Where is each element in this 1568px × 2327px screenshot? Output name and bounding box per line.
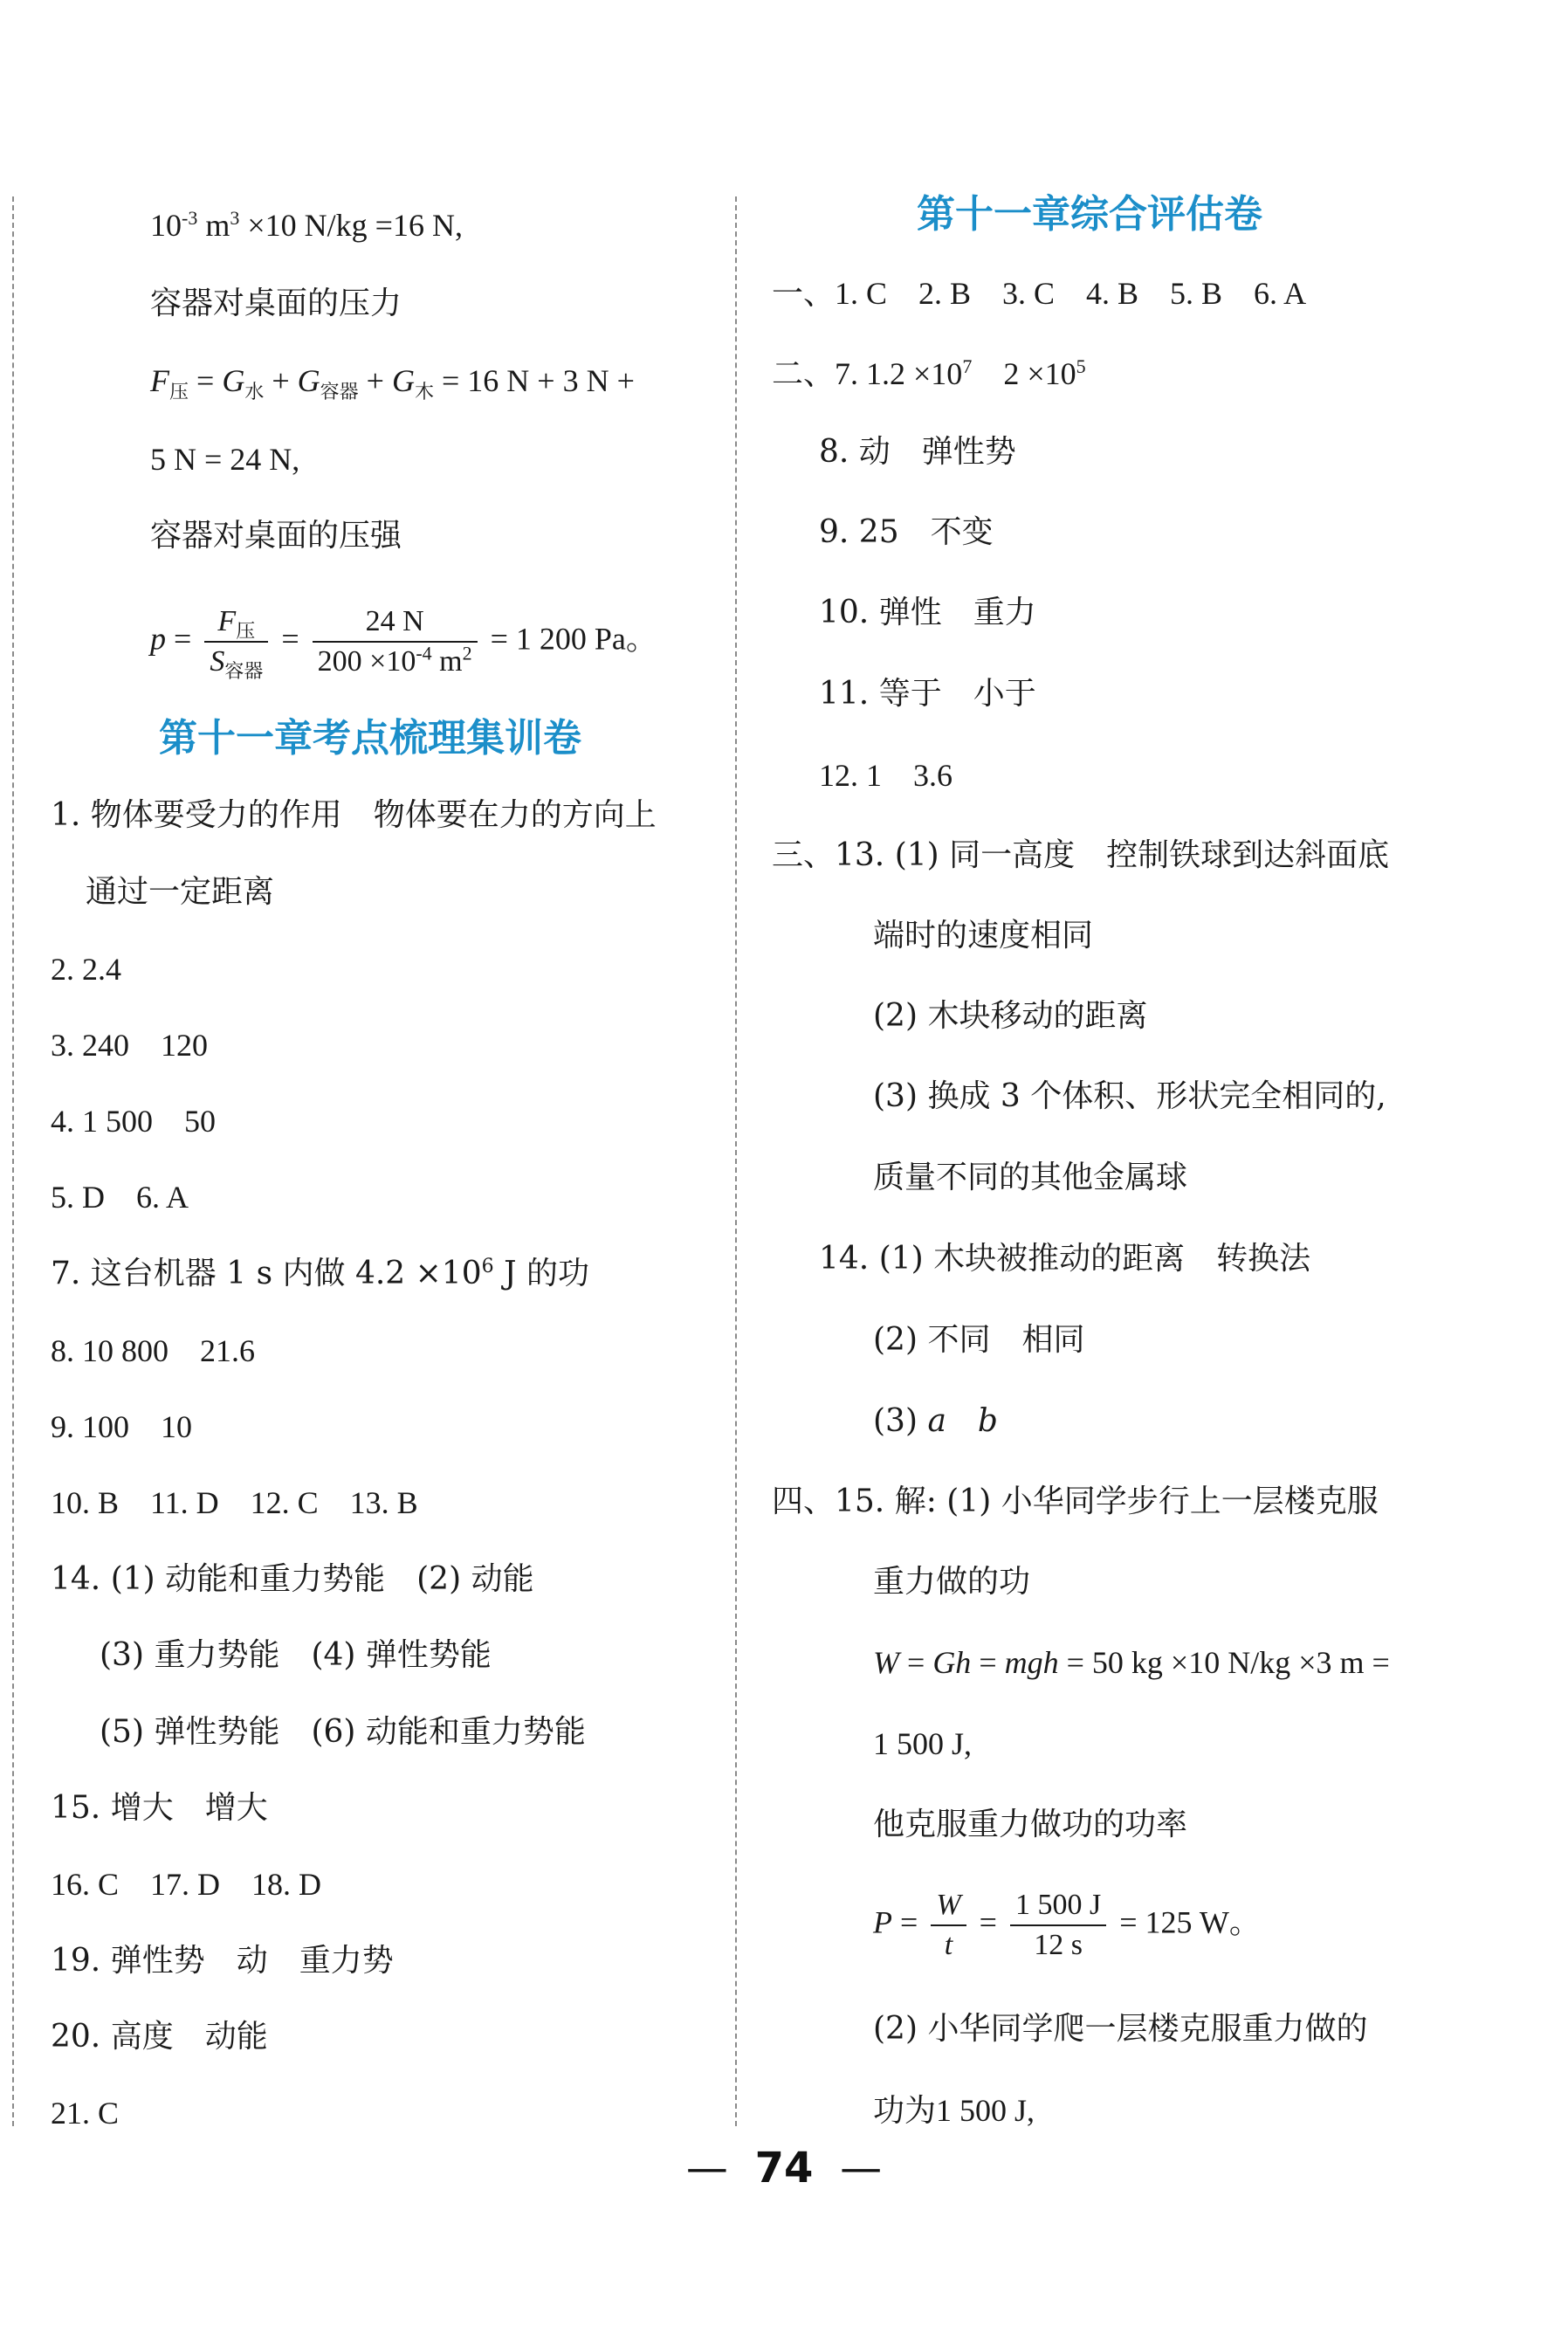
left-line-4: 5 N = 24 N, [150, 442, 300, 477]
right-line-7: 12. 1 3.6 [819, 758, 953, 793]
left-item-15: 15. 增大 增大 [51, 1790, 268, 1826]
left-item-20: 20. 高度 动能 [51, 2019, 268, 2055]
left-item-10: 10. B 11. D 12. C 13. B [51, 1485, 418, 1520]
power-result: = 125 W。 [1119, 1904, 1261, 1940]
right-line-14: (2) 不同 相同 [873, 1322, 1085, 1358]
right-line-13: 14. (1) 木块被推动的距离 转换法 [819, 1241, 1311, 1277]
left-item-14: 14. (1) 动能和重力势能 (2) 动能 [51, 1561, 534, 1597]
left-item-14-c: (5) 弹性势能 (6) 动能和重力势能 [100, 1714, 586, 1750]
left-item-19: 19. 弹性势 动 重力势 [51, 1943, 394, 1979]
left-item-21: 21. C [51, 2096, 120, 2131]
formula-result: = 1 200 Pa。 [490, 621, 657, 657]
left-item-1-cont: 通过一定距离 [86, 874, 275, 910]
left-item-8: 8. 10 800 21.6 [51, 1333, 256, 1368]
left-item-9: 9. 100 10 [51, 1409, 193, 1444]
right-line-10: (2) 木块移动的距离 [873, 998, 1148, 1034]
left-item-14-b: (3) 重力势能 (4) 弹性势能 [100, 1637, 492, 1673]
right-line-22: 功为1 500 J, [873, 2093, 1035, 2128]
right-line-19: 1 500 J, [873, 1726, 973, 1761]
right-line-9: 端时的速度相同 [873, 918, 1094, 954]
right-line-4: 9. 25 不变 [819, 514, 994, 550]
fraction-work-time: $\frac{W}{t}$ [931, 1886, 966, 1965]
page-number: 74 [754, 2144, 814, 2193]
column-divider-dashed-line [735, 196, 737, 2126]
left-item-7: 7. 这台机器 1 s 内做 $4.2 \times 10^6$ J 的功 [51, 1256, 589, 1291]
right-line-11: (3) 换成 3 个体积、形状完全相同的, [873, 1078, 1386, 1114]
right-line-1: 一、1. C 2. B 3. C 4. B 5. B 6. A [772, 276, 1307, 311]
left-item-2: 2. 2.4 [51, 952, 121, 987]
right-line-3: 8. 动 弹性势 [819, 434, 1016, 470]
left-line-5: 容器对桌面的压强 [150, 518, 402, 554]
pressure-formula: p = $\frac{F_压}{S_{容器}}$ = $\frac{24 N}{200 \times 10^{-4} m^2}$ = 1 200 Pa。 [150, 602, 657, 681]
right-line-12: 质量不同的其他金属球 [873, 1160, 1188, 1195]
right-line-2: 二、7. $1.2 \times 10^7$ $2 \times 10^5$ [772, 355, 1086, 391]
right-line-18: W = Gh = mgh = 50 kg ×10 N/kg ×3 m = [873, 1645, 1390, 1680]
left-item-3: 3. 240 120 [51, 1028, 209, 1063]
fraction-force-area: $\frac{F_压}{S_{容器}}$ [204, 602, 268, 681]
left-margin-dashed-line [12, 196, 14, 2126]
formula-lhs: p [150, 621, 166, 657]
fraction-values: $\frac{24 N}{200 \times 10^{-4} m^2}$ [313, 602, 478, 681]
right-line-15: (3) a b [873, 1403, 998, 1439]
right-line-17: 重力做的功 [873, 1564, 1031, 1600]
right-line-6: 11. 等于 小于 [819, 676, 1036, 712]
right-line-16: 四、15. 解: (1) 小华同学步行上一层楼克服 [772, 1484, 1379, 1519]
section-heading-left: 第十一章考点梳理集训卷 [159, 716, 581, 761]
power-formula: P = $\frac{W}{t}$ = $\frac{1 500 J}{12 s}$ = 125 W。 [873, 1886, 1261, 1965]
section-heading-right: 第十一章综合评估卷 [917, 192, 1262, 237]
footer-dash-left: — [685, 2144, 728, 2193]
fraction-power-values: $\frac{1 500 J}{12 s}$ [1010, 1886, 1106, 1965]
left-item-1: 1. 物体要受力的作用 物体要在力的方向上 [51, 797, 657, 833]
left-item-16: 16. C 17. D 18. D [51, 1867, 322, 1902]
right-line-5: 10. 弹性 重力 [819, 595, 1036, 630]
left-item-4: 4. 1 500 50 [51, 1104, 217, 1139]
left-line-2: 容器对桌面的压力 [150, 286, 402, 321]
left-line-3: $F_压 = G_水 + G_{容器} + G_木 = 16$ N + 3 N + [150, 363, 635, 403]
right-line-21: (2) 小华同学爬一层楼克服重力做的 [873, 2011, 1368, 2047]
right-line-20: 他克服重力做功的功率 [873, 1807, 1188, 1842]
left-item-5: 5. D 6. A [51, 1180, 189, 1215]
footer-dash-right: — [840, 2144, 883, 2193]
right-line-8: 三、13. (1) 同一高度 控制铁球到达斜面底 [772, 837, 1390, 873]
page-number-footer [0, 2144, 1568, 2193]
left-line-1: $10^{-3}$ $m^3 \times 10$ N/kg =16 N, [150, 207, 463, 243]
